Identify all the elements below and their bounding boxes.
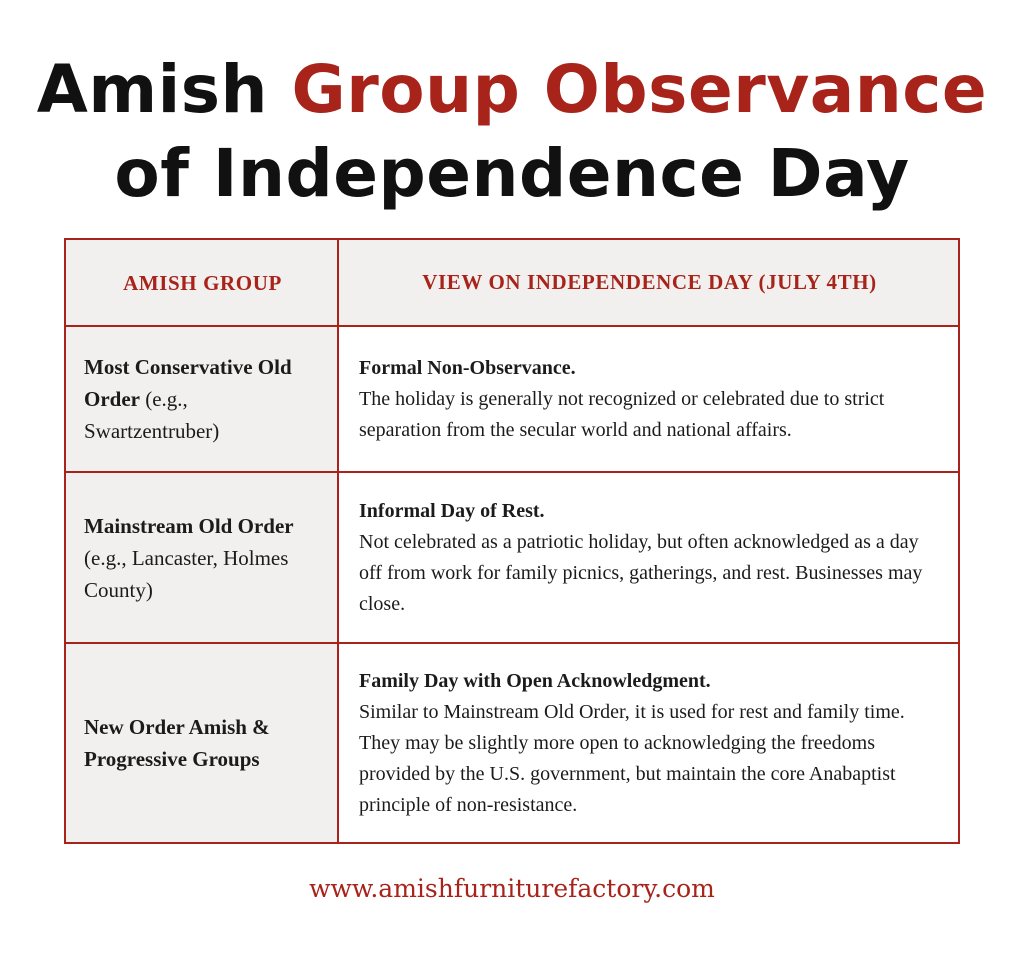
group-name: Most Conservative Old Order bbox=[84, 355, 292, 411]
view-title: Formal Non-Observance. bbox=[359, 356, 576, 379]
view-cell bbox=[339, 473, 958, 642]
title-line-1 bbox=[0, 48, 1024, 132]
group-name: New Order Amish & Progressive Groups bbox=[84, 715, 270, 771]
website-url: www.amishfurniturefactory.com bbox=[309, 874, 715, 903]
view-title: Informal Day of Rest. bbox=[359, 499, 545, 522]
observance-table bbox=[64, 238, 960, 844]
group-name: Mainstream Old Order bbox=[84, 513, 294, 538]
header-amish-group: AMISH GROUP bbox=[66, 240, 339, 325]
table-header-row bbox=[66, 240, 958, 327]
group-example: (e.g., Lancaster, Holmes County) bbox=[84, 545, 289, 602]
group-example: (e.g., Swartzentruber) bbox=[84, 387, 220, 443]
view-description: The holiday is generally not recognized or celebrated due to strict separation from the secular world and national affairs. bbox=[359, 387, 885, 441]
header-view: VIEW ON INDEPENDENCE DAY (JULY 4TH) bbox=[339, 240, 958, 325]
group-cell bbox=[66, 473, 339, 642]
view-cell bbox=[339, 644, 958, 842]
title-prefix: Amish bbox=[36, 51, 292, 128]
group-cell bbox=[66, 327, 339, 471]
title-line-2: of Independence Day bbox=[114, 135, 910, 212]
group-cell bbox=[66, 644, 339, 842]
view-description: Not celebrated as a patriotic holiday, but often acknowledged as a day off from work for family picnics, gatherings, and rest. Businesses may close. bbox=[359, 530, 923, 615]
view-cell bbox=[339, 327, 958, 471]
view-description: Similar to Mainstream Old Order, it is used for rest and family time. They may be slightly more open to acknowledging the freedoms provided by the U.S. government, but maintain the core Anabaptist principle of non-resistance. bbox=[359, 700, 905, 816]
title-accent: Group Observance bbox=[291, 51, 988, 128]
table-row bbox=[66, 327, 958, 473]
table-row bbox=[66, 473, 958, 644]
page-title bbox=[0, 48, 1024, 216]
view-title: Family Day with Open Acknowledgment. bbox=[359, 669, 711, 692]
table-row bbox=[66, 644, 958, 842]
